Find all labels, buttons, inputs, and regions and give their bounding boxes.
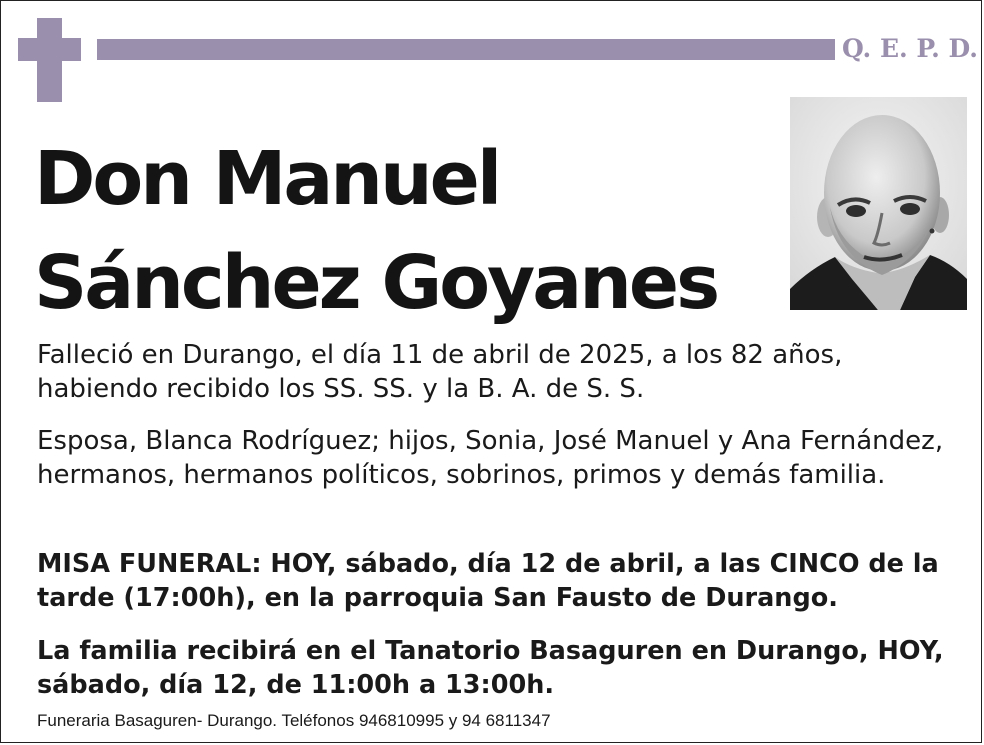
header-rule bbox=[97, 39, 835, 60]
portrait-photo bbox=[790, 97, 967, 310]
deceased-name bbox=[34, 127, 717, 335]
funeral-home-footer: Funeraria Basaguren- Durango. Teléfonos 946810995 y 94 6811347 bbox=[37, 711, 551, 730]
portrait-icon bbox=[790, 97, 967, 310]
funeral-mass-notice: MISA FUNERAL: HOY, sábado, día 12 de abril, a las CINCO de la tarde (17:00h), en la parroquia San Fausto de Durango. bbox=[37, 549, 939, 613]
qepd-label: Q. E. P. D. bbox=[842, 34, 978, 63]
family-list: Esposa, Blanca Rodríguez; hijos, Sonia, José Manuel y Ana Fernández, hermanos, hermanos políticos, sobrinos, primos y demás familia. bbox=[37, 426, 944, 490]
name-line-2: Sánchez Goyanes bbox=[34, 240, 718, 326]
reception-notice: La familia recibirá en el Tanatorio Basaguren en Durango, HOY, sábado, día 12, de 11:00h a 13:00h. bbox=[37, 636, 944, 700]
name-line-1: Don Manuel bbox=[34, 136, 500, 222]
death-notice: Falleció en Durango, el día 11 de abril de 2025, a los 82 años, habiendo recibido los SS. SS. y la B. A. de S. S. bbox=[37, 340, 843, 404]
